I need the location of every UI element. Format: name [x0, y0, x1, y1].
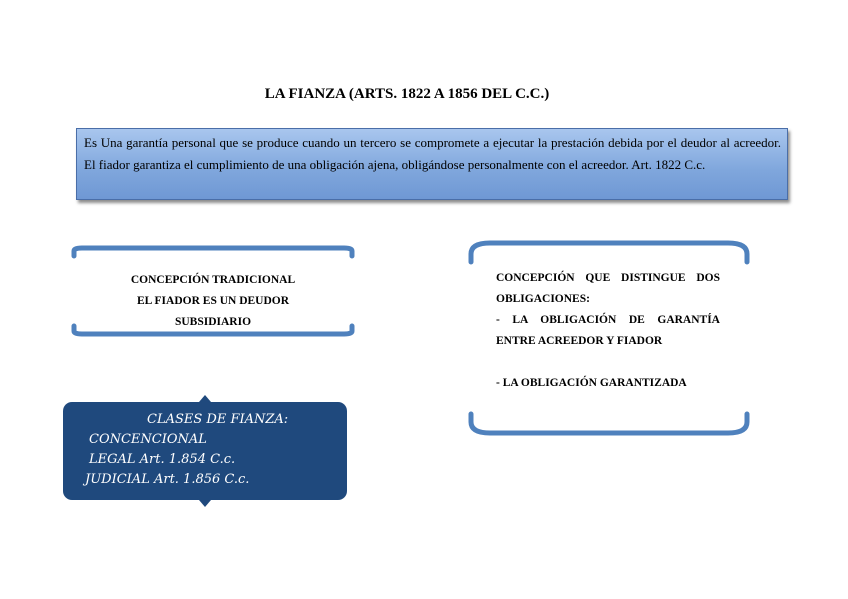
definition-box: Es Una garantía personal que se produce cuando un tercero se compromete a ejecutar la prestación debida por el deudor al acreedor. El fiador garantiza el cumplimiento de una obligación ajena, obligándose personalmente con el acreedor. Art. 1822 C.c. [76, 128, 788, 200]
guarantee-obligation-item: - LA OBLIGACIÓN DE GARANTÍA ENTRE ACREEDOR Y FIADOR [496, 314, 720, 347]
traditional-concept-box [72, 246, 354, 338]
fianza-type-conventional: CONCENCIONAL [89, 432, 207, 447]
fianza-types-box [63, 402, 347, 500]
fianza-types-heading: CLASES DE FIANZA: [147, 412, 289, 427]
fianza-type-judicial: JUDICIAL Art. 1.856 C.c. [85, 472, 250, 487]
traditional-concept-line1: CONCEPCIÓN TRADICIONAL [130, 274, 296, 286]
callout-notch-top [199, 395, 211, 402]
traditional-concept-line2: EL FIADOR ES UN DEUDOR [136, 295, 290, 307]
page-title: LA FIANZA (ARTS. 1822 A 1856 DEL C.C.) [264, 86, 550, 102]
two-obligations-heading: CONCEPCIÓN QUE DISTINGUE DOS OBLIGACIONES: [496, 272, 720, 305]
guaranteed-obligation-item: - LA OBLIGACIÓN GARANTIZADA [496, 377, 687, 389]
fianza-type-legal: LEGAL Art. 1.854 C.c. [89, 452, 236, 467]
callout-notch-bottom [199, 500, 211, 507]
traditional-concept-line3: SUBSIDIARIO [174, 316, 252, 328]
two-obligations-box [468, 240, 750, 436]
